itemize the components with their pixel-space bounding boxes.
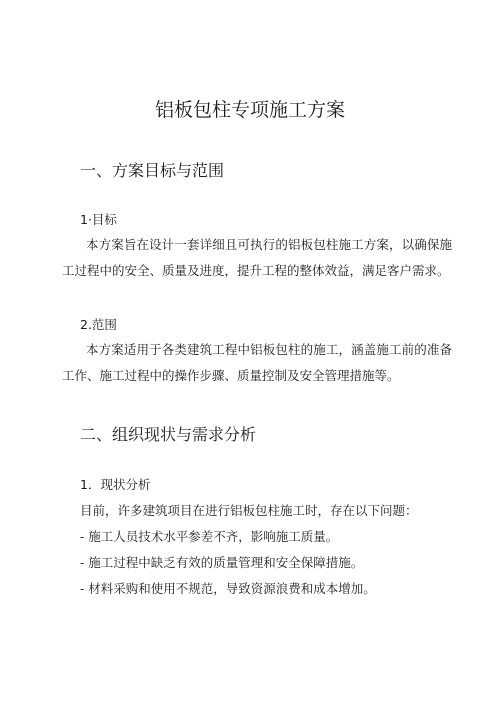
document-title: 铝板包柱专项施工方案 (154, 99, 345, 121)
section-heading-goals-scope: 一、方案目标与范围 (80, 161, 225, 180)
section-heading-status-analysis: 二、组织现状与需求分析 (80, 425, 257, 444)
list-item: - 施工人员技术水平参差不齐，影响施工质量。 (80, 529, 339, 544)
subsection-heading-status: 1．现状分析 (80, 477, 151, 492)
subsection-heading-scope: 2.范围 (80, 317, 117, 332)
subsection-heading-goal: 1·目标 (80, 212, 117, 227)
list-item: - 施工过程中缺乏有效的质量管理和安全保障措施。 (80, 555, 364, 570)
list-item: - 材料采购和使用不规范，导致资源浪费和成本增加。 (80, 581, 376, 596)
paragraph-goal: 本方案旨在设计一套详细且可执行的铝板包柱施工方案，以确保施工过程中的安全、质量及进度，提升工程的整体效益，满足客户需求。 (62, 237, 452, 278)
paragraph-status-intro: 目前，许多建筑项目在进行铝板包柱施工时，存在以下问题： (80, 503, 418, 518)
paragraph-scope: 本方案适用于各类建筑工程中铝板包柱的施工，涵盖施工前的准备工作、施工过程中的操作步骤、质量控制及安全管理措施等。 (62, 342, 452, 383)
